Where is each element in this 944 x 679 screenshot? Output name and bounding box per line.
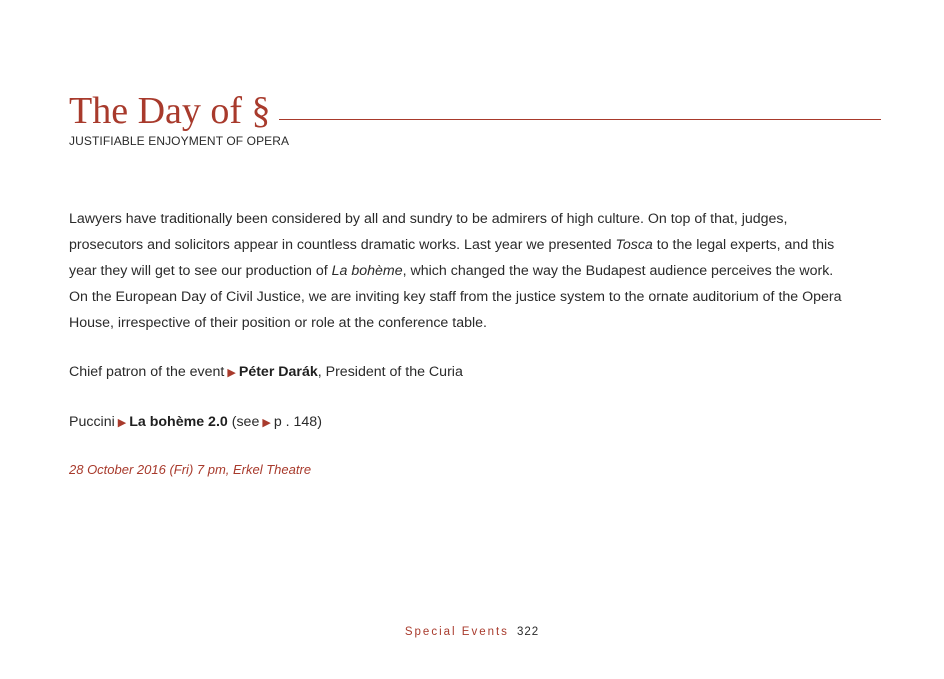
paragraph-line bbox=[69, 232, 881, 258]
triangle-right-icon: ▶ bbox=[117, 417, 127, 429]
text-segment: , which changed the way the Budapest audience perceives the work. bbox=[402, 263, 834, 279]
text-segment: On the European Day of Civil Justice, we are inviting key staff from the justice system to the ornate auditorium of the Opera bbox=[69, 289, 842, 305]
text-segment: to the legal experts, and this bbox=[652, 237, 835, 253]
event-date: 28 October 2016 (Fri) 7 pm, Erkel Theatre bbox=[69, 462, 312, 477]
patron-role: , President of the Curia bbox=[317, 364, 463, 380]
see-open: (see bbox=[231, 414, 260, 430]
production-title: La bohème 2.0 bbox=[129, 414, 228, 430]
patron-name: Péter Darák bbox=[238, 364, 318, 380]
patron-label: Chief patron of the event bbox=[69, 364, 225, 380]
text-segment: prosecutors and solicitors appear in countless dramatic works. Last year we presented bbox=[69, 237, 616, 253]
page-subtitle: JUSTIFIABLE ENJOYMENT OF OPERA bbox=[69, 134, 290, 148]
paragraph-line bbox=[69, 258, 881, 284]
page-title: The Day of § bbox=[69, 90, 271, 132]
paragraph-line bbox=[69, 284, 881, 310]
footer-section: Special Events bbox=[404, 626, 509, 638]
text-segment: year they will get to see our production of bbox=[69, 263, 332, 279]
patron-line bbox=[69, 362, 463, 383]
text-segment: House, irrespective of their position or role at the conference table. bbox=[69, 315, 487, 331]
text-segment: Lawyers have traditionally been considered by all and sundry to be admirers of high culture. On top of that, judges, bbox=[69, 211, 788, 227]
paragraph-line bbox=[69, 310, 881, 336]
boheme-title: La bohème bbox=[331, 263, 403, 279]
title-row bbox=[69, 90, 881, 132]
page-header bbox=[69, 90, 881, 148]
page-number: 322 bbox=[516, 626, 540, 638]
title-rule bbox=[279, 119, 881, 120]
page-reference[interactable]: p . 148) bbox=[273, 414, 322, 430]
paragraph-line bbox=[69, 206, 881, 232]
description-paragraph bbox=[69, 206, 881, 336]
triangle-right-icon: ▶ bbox=[227, 367, 236, 379]
composer: Puccini bbox=[69, 414, 115, 430]
production-line bbox=[69, 412, 322, 433]
page-footer bbox=[0, 626, 944, 638]
triangle-right-icon: ▶ bbox=[262, 417, 271, 429]
tosca-title: Tosca bbox=[615, 237, 653, 253]
